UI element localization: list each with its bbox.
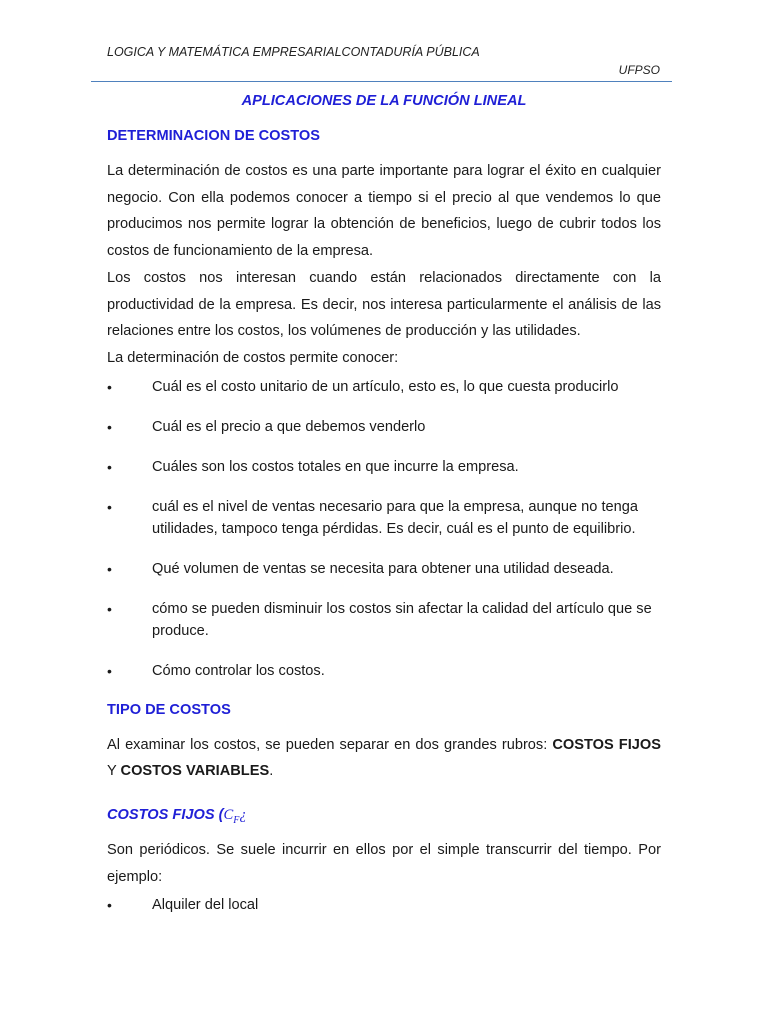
- list-item: • Cuáles son los costos totales en que incurre la empresa.: [107, 456, 661, 478]
- section-heading-costos-fijos: [107, 805, 661, 831]
- list-item: • cuál es el nivel de ventas necesario para que la empresa, aunque no tenga utilidades, tampoco tenga pérdidas. Es decir, cuál es el punto de equilibrio.: [107, 496, 661, 540]
- list-item: • Cuál es el precio a que debemos venderlo: [107, 416, 661, 438]
- document-title: APLICACIONES DE LA FUNCIÓN LINEAL: [241, 93, 527, 109]
- p4-text: Al examinar los costos, se pueden separar en dos grandes rubros:: [107, 736, 553, 753]
- paragraph-2: Los costos nos interesan cuando están relacionados directamente con la productividad de la empresa. Es decir, nos interesa particularmente el análisis de las relaciones entre los costos, los volúmenes de producción y las utilidades.: [107, 269, 661, 340]
- paragraph-5: Son periódicos. Se suele incurrir en ellos por el simple transcurrir del tiempo. Por ejemplo:: [107, 841, 661, 885]
- cf-subscript: F: [233, 814, 240, 826]
- p4-text: .: [269, 763, 274, 780]
- cf-symbol: C: [223, 807, 234, 824]
- bullet-list-2: [107, 894, 661, 916]
- bullet-list: [107, 376, 661, 682]
- paragraph-1: La determinación de costos es una parte importante para lograr el éxito en cualquier negocio. Con ella podemos conocer a tiempo si el precio al que vendemos lo que producimos nos permite lograr la obtención de beneficios, luego de cubrir todos los costos de funcionamiento de la empresa.: [107, 163, 661, 260]
- header-rule: [91, 81, 672, 82]
- paragraph-3: La determinación de costos permite conocer:: [107, 349, 399, 366]
- p4-text: Y: [107, 763, 121, 780]
- list-item: • Alquiler del local: [107, 894, 661, 916]
- p4-bold-fijos: COSTOS FIJOS: [552, 736, 661, 753]
- list-item: • cómo se pueden disminuir los costos sin afectar la calidad del artículo que se produce.: [107, 598, 661, 642]
- cf-tail: ¿: [239, 807, 247, 824]
- header-left: LOGICA Y MATEMÁTICA EMPRESARIALCONTADURÍA PÚBLICA: [107, 45, 480, 59]
- list-item: • Cómo controlar los costos.: [107, 660, 661, 682]
- section3-label: COSTOS FIJOS (: [107, 807, 224, 824]
- document-body: [107, 91, 661, 934]
- cf-formula: [223, 807, 247, 826]
- list-item: • Qué volumen de ventas se necesita para obtener una utilidad deseada.: [107, 558, 661, 580]
- header-right: UFPSO: [618, 63, 660, 77]
- section-heading-determinacion: DETERMINACION DE COSTOS: [107, 128, 320, 144]
- list-item: • Cuál es el costo unitario de un artículo, esto es, lo que cuesta producirlo: [107, 376, 661, 398]
- paragraph-4: [107, 732, 661, 785]
- section-heading-tipo: TIPO DE COSTOS: [107, 701, 231, 718]
- p4-bold-variables: COSTOS VARIABLES: [120, 763, 270, 780]
